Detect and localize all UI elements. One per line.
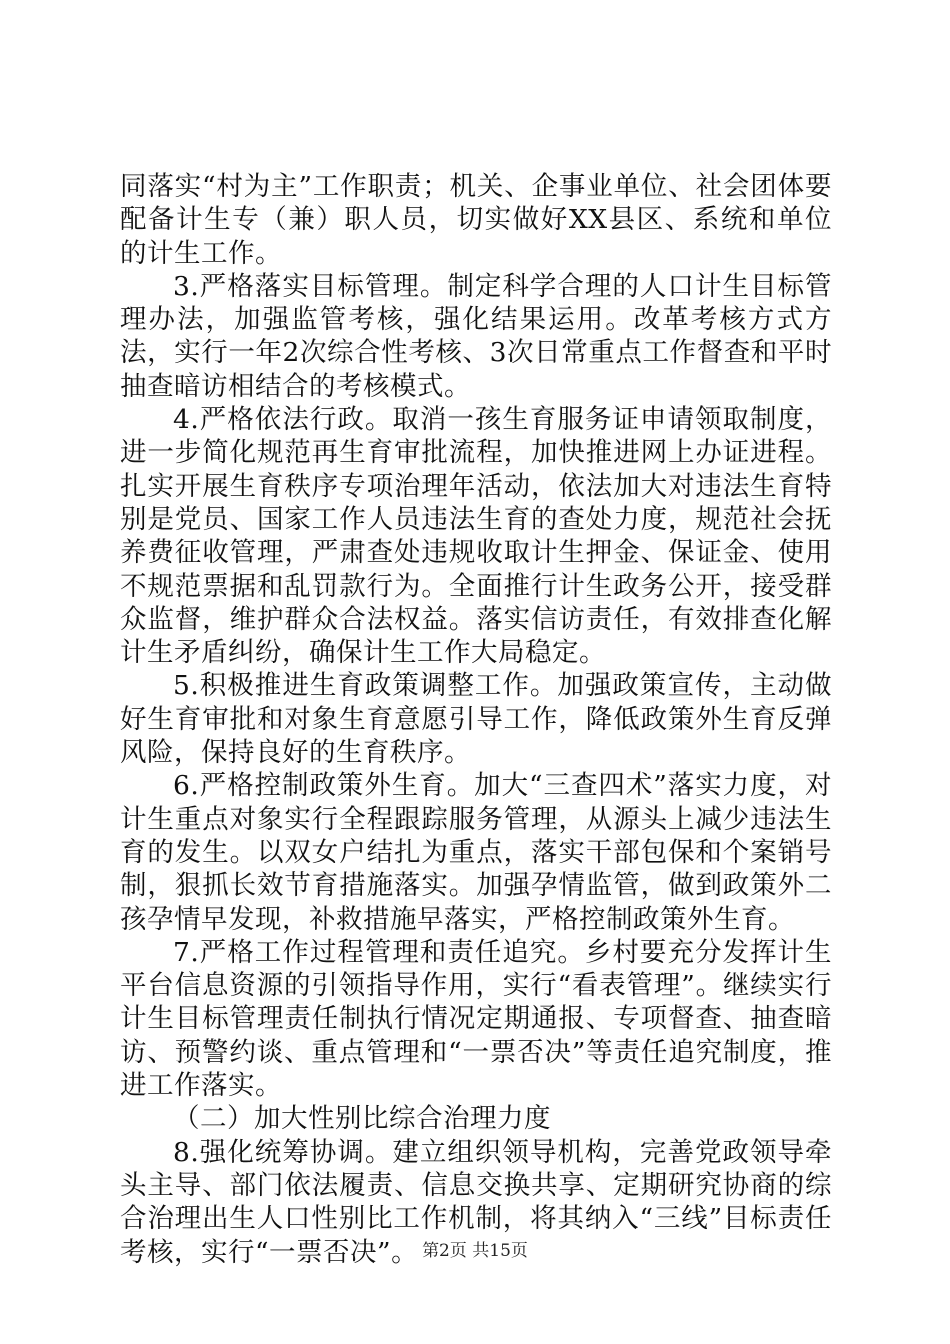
- paragraph-item-5: 5.积极推进生育政策调整工作。加强政策宣传，主动做好生育审批和对象生育意愿引导工作，降低政策外生育反弹风险，保持良好的生育秩序。: [120, 670, 832, 769]
- paragraph-item-8: 8.强化统筹协调。建立组织领导机构，完善党政领导牵头主导、部门依法履责、信息交换共享、定期研究协商的综合治理出生人口性别比工作机制，将其纳入“三线”目标责任考核，实行“一票否决”。: [120, 1136, 832, 1268]
- section-heading-2: （二）加大性别比综合治理力度: [173, 1103, 551, 1135]
- paragraph-item-6: 6.严格控制政策外生育。加大“三查四术”落实力度，对计生重点对象实行全程跟踪服务管理，从源头上减少违法生育的发生。以双女户结扎为重点，落实干部包保和个案销号制，狠抓长效节育措施落实。加强孕情监管，做到政策外二孩孕情早发现，补救措施早落实，严格控制政策外生育。: [120, 770, 832, 935]
- document-body: [120, 170, 832, 1269]
- paragraph-item-3: 3.严格落实目标管理。制定科学合理的人口计生目标管理办法，加强监管考核，强化结果运用。改革考核方式方法，实行一年2次综合性考核、3次日常重点工作督查和平时抽查暗访相结合的考核模式。: [120, 270, 832, 402]
- paragraph-1: 同落实“村为主”工作职责；机关、企事业单位、社会团体要配备计生专（兼）职人员，切实做好XX县区、系统和单位的计生工作。: [120, 171, 832, 269]
- page-number-footer: 第2页 共15页: [422, 1241, 528, 1261]
- paragraph-item-4: 4.严格依法行政。取消一孩生育服务证申请领取制度，进一步简化规范再生育审批流程，加快推进网上办证进程。扎实开展生育秩序专项治理年活动，依法加大对违法生育特别是党员、国家工作人员违法生育的查处力度，规范社会抚养费征收管理，严肃查处违规收取计生押金、保证金、使用不规范票据和乱罚款行为。全面推行计生政务公开，接受群众监督，维护群众合法权益。落实信访责任，有效排查化解计生矛盾纠纷，确保计生工作大局稳定。: [120, 404, 832, 669]
- paragraph-item-7: 7.严格工作过程管理和责任追究。乡村要充分发挥计生平台信息资源的引领指导作用，实行“看表管理”。继续实行计生目标管理责任制执行情况定期通报、专项督查、抽查暗访、预警约谈、重点管理和“一票否决”等责任追究制度，推进工作落实。: [120, 936, 832, 1102]
